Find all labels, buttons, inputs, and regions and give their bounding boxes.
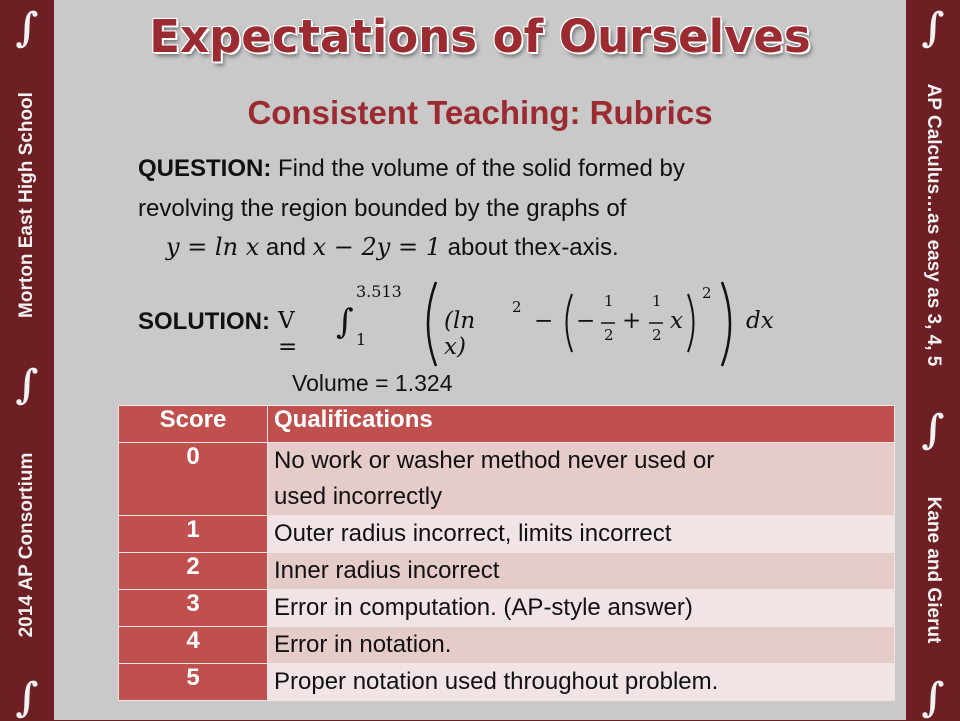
half-1-numerator: 1	[604, 292, 614, 310]
big-right-paren	[718, 280, 740, 368]
integral-icon: ∫	[15, 674, 39, 721]
integral-icon: ∫	[15, 361, 39, 408]
rubric-table	[118, 405, 895, 701]
score-cell: 1	[119, 516, 268, 553]
integral-icon: ∫	[921, 4, 945, 51]
page-subtitle: Consistent Teaching: Rubrics	[247, 94, 713, 131]
score-cell: 4	[119, 627, 268, 664]
table-row	[119, 553, 895, 590]
header-qualifications: Qualifications	[268, 406, 895, 443]
equation-y-ln-x: y = ln x	[166, 233, 260, 261]
big-left-paren	[418, 280, 440, 368]
table-row	[119, 627, 895, 664]
dx-term: dx	[746, 308, 774, 334]
half-2-numerator: 1	[652, 292, 662, 310]
negative-sign: −	[576, 308, 596, 334]
table-header-row	[119, 406, 895, 443]
question-about: about the	[447, 234, 548, 261]
qualification-cell: Error in computation. (AP-style answer)	[268, 590, 895, 627]
qualification-cell	[268, 443, 895, 516]
table-row	[119, 590, 895, 627]
left-sidebar	[0, 0, 54, 720]
volume-symbol: V =	[278, 308, 298, 360]
question-line-2: revolving the region bounded by the graphs of	[138, 195, 627, 222]
qualification-cell: Outer radius incorrect, limits incorrect	[268, 516, 895, 553]
score-cell: 5	[119, 664, 268, 701]
question-and: and	[265, 234, 306, 261]
qualification-cell: Inner radius incorrect	[268, 553, 895, 590]
solution-block	[138, 280, 858, 370]
inner-right-paren	[686, 292, 700, 354]
right-sidebar	[906, 0, 960, 720]
axis-variable: x	[547, 233, 562, 261]
lower-limit: 1	[356, 330, 367, 349]
score-cell: 0	[119, 443, 268, 516]
x-variable: x	[670, 308, 683, 334]
ln-term: (ln x)	[444, 308, 476, 360]
half-2-denominator: 2	[652, 326, 662, 344]
integral-sign: ∫	[336, 302, 354, 342]
equation-line: x − 2y = 1	[312, 233, 441, 261]
fraction-bar	[649, 322, 663, 324]
exponent-2: 2	[702, 284, 712, 302]
authors-label: Kane and Gierut	[923, 496, 944, 644]
volume-result: Volume = 1.324	[292, 370, 453, 396]
score-cell: 2	[119, 553, 268, 590]
plus-sign: +	[622, 308, 642, 334]
axis-suffix: -axis.	[561, 234, 619, 261]
page-title: Expectations of Ourselves	[149, 10, 811, 63]
qualification-cell: Proper notation used throughout problem.	[268, 664, 895, 701]
score-cell: 3	[119, 590, 268, 627]
qualification-line: used incorrectly	[274, 483, 443, 510]
table-row	[119, 664, 895, 701]
question-text-1: Find the volume of the solid formed by	[278, 155, 685, 182]
minus-sign: −	[534, 308, 554, 334]
solution-label: SOLUTION:	[138, 308, 270, 335]
fraction-bar	[601, 322, 615, 324]
header-score: Score	[119, 406, 268, 443]
school-name: Morton East High School	[16, 92, 37, 318]
question-line-3	[166, 233, 619, 262]
main-content	[54, 0, 906, 720]
integral-icon: ∫	[921, 406, 945, 453]
integral-icon: ∫	[921, 674, 945, 721]
table-row	[119, 516, 895, 553]
inner-left-paren	[560, 292, 574, 354]
qualification-cell: Error in notation.	[268, 627, 895, 664]
course-tagline: AP Calculus…as easy as 3, 4, 5	[923, 83, 944, 367]
upper-limit: 3.513	[356, 282, 402, 301]
half-1-denominator: 2	[604, 326, 614, 344]
qualification-line: No work or washer method never used or	[274, 447, 715, 474]
table-row	[119, 443, 895, 516]
question-line-1	[138, 155, 685, 183]
integral-icon: ∫	[15, 4, 39, 51]
consortium-label: 2014 AP Consortium	[16, 452, 37, 638]
exponent-1: 2	[512, 298, 522, 316]
question-label: QUESTION:	[138, 155, 272, 182]
